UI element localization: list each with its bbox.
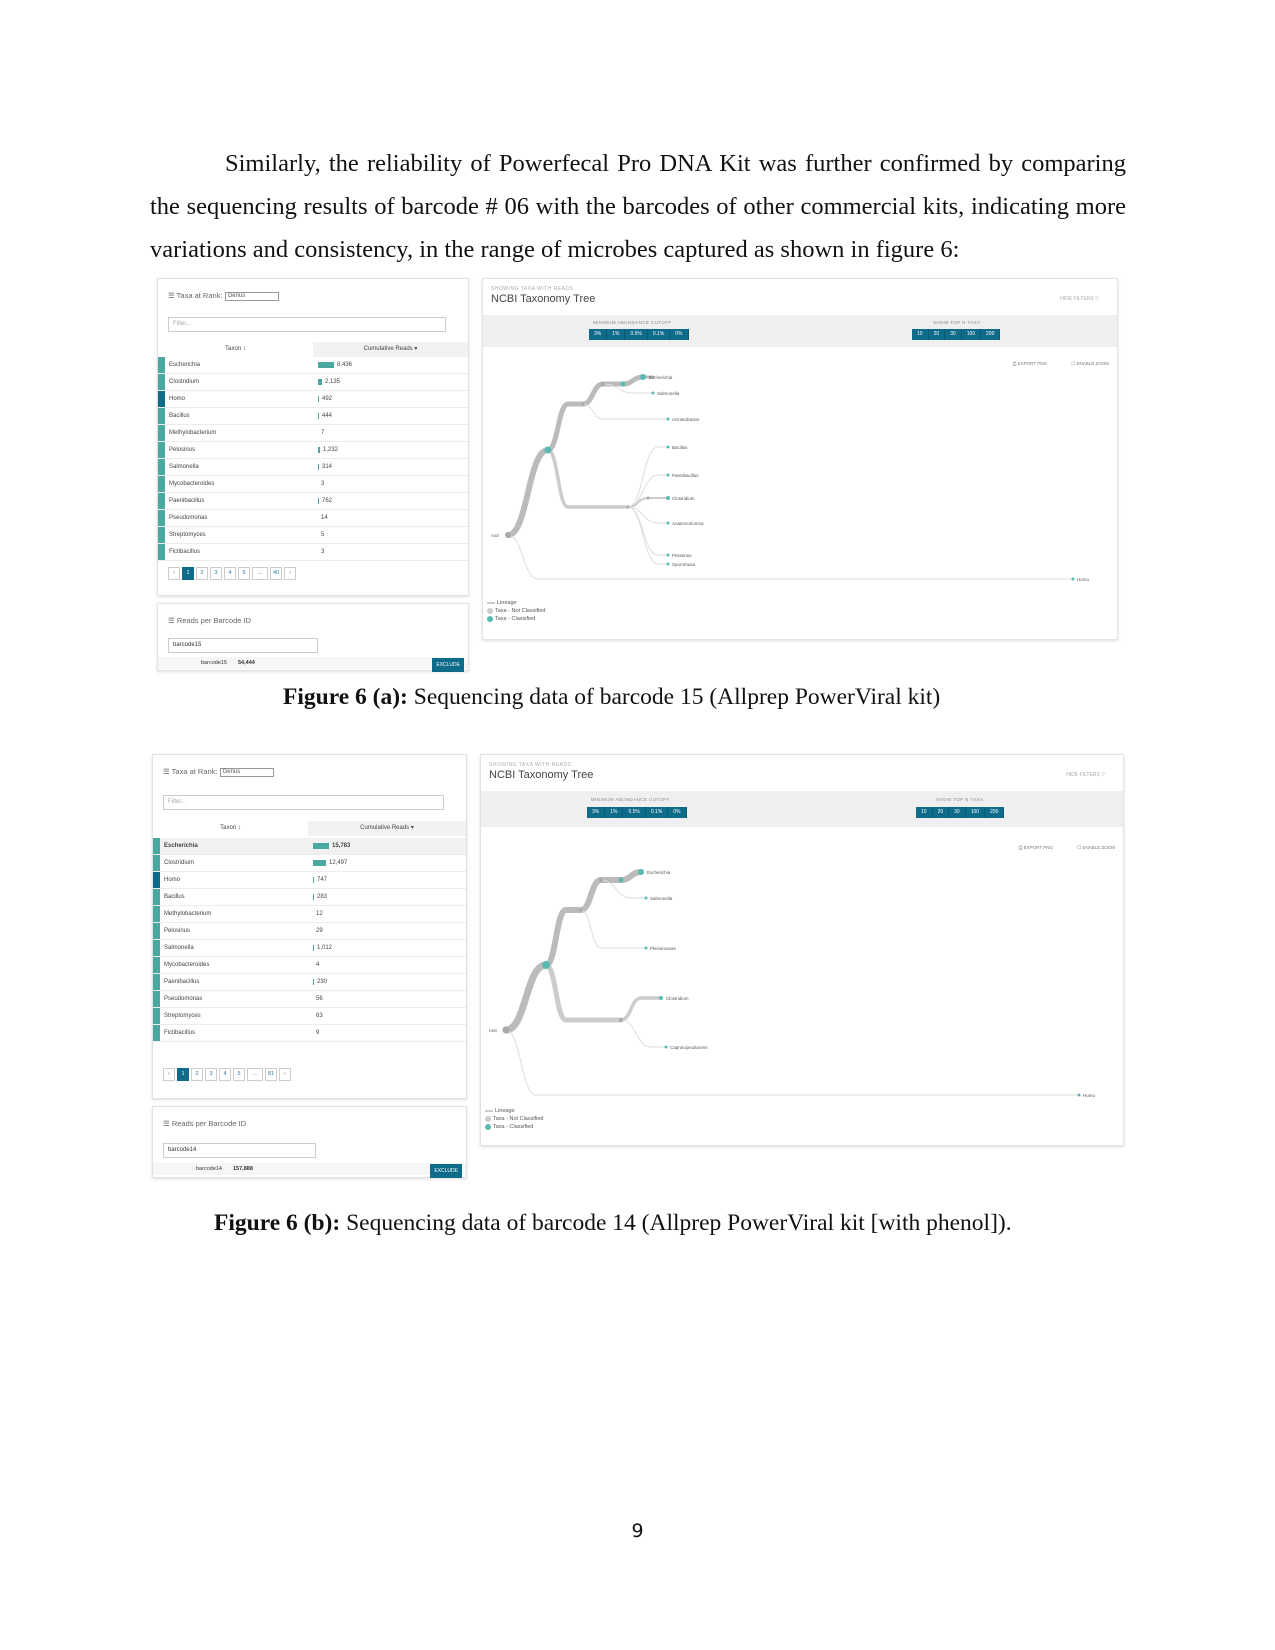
row-color-stripe <box>158 544 165 560</box>
cutoff-button[interactable]: 0.5% <box>623 807 645 818</box>
table-row[interactable] <box>153 872 466 889</box>
row-color-stripe <box>158 459 165 475</box>
taxonomy-tree-svg <box>481 755 1123 1145</box>
page-button[interactable]: ‹ <box>163 1068 175 1081</box>
row-color-stripe <box>158 408 165 424</box>
tree-leaf-label: Bacillus <box>672 445 688 450</box>
reads-bar <box>318 498 319 504</box>
reads-value: 12,497 <box>329 860 348 866</box>
taxon-name: Clostridium <box>169 379 200 385</box>
page-button[interactable]: 1 <box>182 567 194 580</box>
tree-leaf-label: Clostridium <box>672 496 695 501</box>
tree-leaf-label: Homo <box>1083 1093 1096 1098</box>
table-row[interactable] <box>153 1008 466 1025</box>
tree-title: NCBI Taxonomy Tree <box>489 769 594 781</box>
tree-leaf-label: Paenibacillus <box>672 473 699 478</box>
topn-button[interactable]: 30 <box>945 329 962 340</box>
cutoff-button[interactable]: 3% <box>589 329 607 340</box>
reads-value: 3 <box>321 549 325 555</box>
reads-bar <box>318 362 334 368</box>
reads-value: 314 <box>322 464 333 470</box>
rank-select[interactable]: Genus <box>220 768 274 777</box>
export-png-button[interactable]: ⎙ EXPORT PNG <box>1018 845 1053 850</box>
table-row[interactable] <box>153 957 466 974</box>
reads-bar <box>318 396 319 402</box>
taxonomy-tree-panel-b <box>480 754 1124 1146</box>
tree-root-label: root <box>489 1028 497 1033</box>
table-row[interactable] <box>153 940 466 957</box>
tree-leaf-label: Caproiciproducens <box>670 1045 708 1050</box>
filter-icon: ▽ <box>1101 772 1105 778</box>
row-color-stripe <box>158 476 165 492</box>
tree-leaf-label: Escherichia <box>647 870 671 875</box>
barcode-row <box>158 657 468 669</box>
table-row[interactable] <box>158 459 468 476</box>
table-row[interactable] <box>158 510 468 527</box>
topn-button[interactable]: 30 <box>949 807 966 818</box>
page-button[interactable]: 4 <box>219 1068 231 1081</box>
page-button[interactable]: 3 <box>205 1068 217 1081</box>
taxon-name: Homo <box>169 396 186 402</box>
tree-leaf-label: Salmonella <box>650 896 673 901</box>
taxon-name: Fictibacillus <box>169 549 201 555</box>
barcode-reads: 157,888 <box>233 1166 253 1172</box>
barcode-row <box>153 1163 466 1175</box>
row-color-stripe <box>153 906 160 922</box>
table-row[interactable] <box>158 544 468 561</box>
reads-bar <box>313 860 326 866</box>
tree-subtitle: SHOWING TAXA WITH READS <box>489 762 572 768</box>
rank-select[interactable]: Genus <box>225 292 279 301</box>
row-color-stripe <box>158 391 165 407</box>
row-color-stripe <box>153 855 160 871</box>
taxon-name: Escherichia <box>164 843 198 849</box>
reads-value: 762 <box>322 498 333 504</box>
row-color-stripe <box>153 957 160 973</box>
barcode-input[interactable]: barcode15 <box>168 638 318 653</box>
table-row[interactable] <box>153 1025 466 1042</box>
tree-subtitle: SHOWING TAXA WITH READS <box>491 286 574 292</box>
page-button[interactable]: 5 <box>233 1068 245 1081</box>
taxa-rank-header: ☰ Taxa at Rank: Genus <box>163 767 274 777</box>
row-color-stripe <box>158 527 165 543</box>
table-row[interactable] <box>153 923 466 940</box>
taxon-name: Bacillus <box>164 894 185 900</box>
figure-caption-a: Figure 6 (a): Sequencing data of barcode 15 (Allprep PowerViral kit) <box>283 684 941 710</box>
table-row[interactable] <box>153 906 466 923</box>
page-button[interactable]: › <box>284 567 296 580</box>
cutoff-button[interactable]: 0.5% <box>625 329 647 340</box>
page-button[interactable]: 2 <box>196 567 208 580</box>
barcode-panel-title: ☰ Reads per Barcode ID <box>168 616 252 625</box>
row-color-stripe <box>153 923 160 939</box>
page-button[interactable]: 4 <box>224 567 236 580</box>
reads-value: 63 <box>316 1013 323 1019</box>
topn-button[interactable]: 10 <box>912 329 929 340</box>
topn-button[interactable]: 20 <box>933 807 950 818</box>
taxon-name: Fictibacillus <box>164 1030 196 1036</box>
row-color-stripe <box>158 442 165 458</box>
tree-leaf-label: Anaerocolumna <box>672 521 704 526</box>
cutoff-label: MINIMUM ABUNDANCE CUTOFF <box>591 797 670 802</box>
page-button[interactable]: 2 <box>191 1068 203 1081</box>
reads-bar <box>318 413 319 419</box>
page-button[interactable]: 5 <box>238 567 250 580</box>
reads-value: 3 <box>321 481 325 487</box>
page-button[interactable]: ‹ <box>168 567 180 580</box>
tree-legend: Lineage Taxa - Not Classified Taxa - Classified <box>487 599 545 623</box>
table-row[interactable] <box>158 442 468 459</box>
topn-button[interactable]: 100 <box>966 807 985 818</box>
pagination <box>168 567 296 578</box>
row-color-stripe <box>153 974 160 990</box>
row-color-stripe <box>153 838 160 854</box>
export-png-button[interactable]: ⎙ EXPORT PNG <box>1012 361 1047 366</box>
reads-value: 9 <box>316 1030 320 1036</box>
reads-bar <box>313 877 314 883</box>
row-color-stripe <box>153 872 160 888</box>
reads-bar <box>318 447 320 453</box>
hide-filters-button[interactable]: HIDE FILTERS ▽ <box>1060 296 1099 302</box>
page-number: 9 <box>631 1520 644 1542</box>
page-button[interactable]: › <box>279 1068 291 1081</box>
topn-button[interactable]: 10 <box>916 807 933 818</box>
reads-bar <box>313 843 329 849</box>
filter-input[interactable]: Filter... <box>168 317 446 332</box>
tree-leaf-label: Clostridium <box>666 996 689 1001</box>
table-row[interactable] <box>153 889 466 906</box>
topn-button[interactable]: 200 <box>985 807 1004 818</box>
exclude-button[interactable]: EXCLUDE <box>432 658 464 672</box>
table-row[interactable] <box>158 357 468 374</box>
taxon-name: Salmonella <box>164 945 194 951</box>
cutoff-label: MINIMUM ABUNDANCE CUTOFF <box>593 320 672 325</box>
page-button[interactable]: ... <box>247 1068 263 1081</box>
reads-value: 492 <box>322 396 333 402</box>
enable-zoom-toggle[interactable]: ☐ ENABLE ZOOM <box>1071 361 1109 366</box>
page-button[interactable]: 3 <box>210 567 222 580</box>
barcode-reads: 54,444 <box>238 660 255 666</box>
col-reads[interactable]: Cumulative Reads ▾ <box>313 342 468 357</box>
barcode-id: barcode14 <box>196 1166 222 1172</box>
taxon-name: Paenibacillus <box>164 979 200 985</box>
col-taxon[interactable]: Taxon ↕ <box>220 825 241 831</box>
reads-bar <box>318 379 322 385</box>
taxon-name: Paenibacillus <box>169 498 205 504</box>
cutoff-button[interactable]: 0% <box>670 329 688 340</box>
table-row[interactable] <box>153 838 466 855</box>
reads-value: 14 <box>321 515 328 521</box>
row-color-stripe <box>158 374 165 390</box>
reads-value: 283 <box>317 894 328 900</box>
topn-button[interactable]: 100 <box>962 329 981 340</box>
taxon-name: Salmonella <box>169 464 199 470</box>
tree-title: NCBI Taxonomy Tree <box>491 293 596 305</box>
taxon-name: Homo <box>164 877 181 883</box>
cutoff-button[interactable]: 0.1% <box>646 807 668 818</box>
reads-value: 230 <box>317 979 328 985</box>
reads-value: 56 <box>316 996 323 1002</box>
filter-input[interactable]: Filter... <box>163 795 444 810</box>
cutoff-button[interactable]: 1% <box>605 807 623 818</box>
table-row[interactable] <box>153 974 466 991</box>
figure-caption-b: Figure 6 (b): Sequencing data of barcode 14 (Allprep PowerViral kit [with phenol]). <box>214 1210 1012 1236</box>
taxon-name: Streptomyces <box>164 1013 201 1019</box>
reads-value: 29 <box>316 928 323 934</box>
taxa-table-panel-a <box>157 278 469 596</box>
taxon-name: Pseudomonas <box>169 515 208 521</box>
tree-leaf-label: Sporomusa <box>672 562 696 567</box>
reads-value: 1,012 <box>317 945 333 951</box>
reads-value: 5 <box>321 532 325 538</box>
taxon-name: Mycobacteroides <box>169 481 215 487</box>
tree-leaf-label: Plesiomonas <box>650 946 676 951</box>
tree-leaf-label: Salmonella <box>657 391 680 396</box>
tree-root-label: root <box>491 533 499 538</box>
tree-leaf-label: Acinetobacter <box>672 417 700 422</box>
page-button[interactable]: 81 <box>265 1068 277 1081</box>
barcode-panel-a <box>157 603 469 671</box>
row-color-stripe <box>153 1008 160 1024</box>
tree-legend: Lineage Taxa - Not Classified Taxa - Classified <box>485 1107 543 1131</box>
reads-value: 15,783 <box>332 843 351 849</box>
reads-value: 8,436 <box>337 362 353 368</box>
topn-label: SHOW TOP N TAXA <box>936 797 984 802</box>
row-color-stripe <box>153 1025 160 1041</box>
tree-leaf-label: Homo <box>1077 577 1090 582</box>
page-button[interactable]: 40 <box>270 567 282 580</box>
reads-bar <box>313 945 314 951</box>
page-button[interactable]: 1 <box>177 1068 189 1081</box>
row-color-stripe <box>158 425 165 441</box>
barcode-panel-b <box>152 1106 467 1178</box>
table-row[interactable] <box>158 391 468 408</box>
table-row[interactable] <box>158 374 468 391</box>
col-taxon[interactable]: Taxon ↕ <box>225 346 246 352</box>
page-button[interactable]: ... <box>252 567 268 580</box>
reads-value: 747 <box>317 877 328 883</box>
row-color-stripe <box>158 493 165 509</box>
col-reads[interactable]: Cumulative Reads ▾ <box>308 821 466 836</box>
taxon-name: Escherichia <box>169 362 201 368</box>
taxa-rank-header: ☰ Taxa at Rank: Genus <box>168 291 279 301</box>
taxon-name: Pelosinus <box>164 928 191 934</box>
tree-leaf-label: Escherichia <box>649 375 673 380</box>
taxon-name: Pseudomonas <box>164 996 203 1002</box>
cutoff-button[interactable]: 0.1% <box>648 329 670 340</box>
cutoff-button[interactable]: 3% <box>587 807 605 818</box>
row-color-stripe <box>153 991 160 1007</box>
table-row[interactable] <box>158 425 468 442</box>
reads-bar <box>318 464 319 470</box>
exclude-button[interactable]: EXCLUDE <box>430 1164 462 1178</box>
table-header <box>153 821 466 836</box>
table-row[interactable] <box>153 855 466 872</box>
taxon-name: Pelosinus <box>169 447 196 453</box>
taxon-name: Methylobacterium <box>164 911 212 917</box>
reads-value: 1,232 <box>323 447 339 453</box>
reads-value: 4 <box>316 962 320 968</box>
topn-label: SHOW TOP N TAXA <box>933 320 981 325</box>
taxon-name: Clostridium <box>164 860 195 866</box>
topn-button[interactable]: 20 <box>929 329 946 340</box>
reads-value: 7 <box>321 430 325 436</box>
table-header <box>158 342 468 357</box>
cutoff-button[interactable]: 0% <box>668 807 686 818</box>
table-row[interactable] <box>158 476 468 493</box>
body-paragraph: Similarly, the reliability of Powerfecal Pro DNA Kit was further confirmed by comparing the sequencing results of barcode # 06 with the barcodes of other commercial kits, indicating more variations and consistency, in the range of microbes captured as shown in figure 6: <box>150 150 1126 263</box>
cutoff-button[interactable]: 1% <box>607 329 625 340</box>
table-row[interactable] <box>153 991 466 1008</box>
barcode-id: barcode15 <box>201 660 227 666</box>
enable-zoom-toggle[interactable]: ☐ ENABLE ZOOM <box>1077 845 1115 850</box>
taxon-name: Mycobacteroides <box>164 962 210 968</box>
topn-button[interactable]: 200 <box>981 329 1000 340</box>
barcode-input[interactable]: barcode14 <box>163 1143 316 1158</box>
table-row[interactable] <box>158 527 468 544</box>
taxon-name: Bacillus <box>169 413 190 419</box>
row-color-stripe <box>153 940 160 956</box>
reads-value: 444 <box>322 413 333 419</box>
reads-value: 12 <box>316 911 323 917</box>
filter-icon: ▽ <box>1095 296 1099 302</box>
row-color-stripe <box>158 357 165 373</box>
reads-bar <box>313 979 314 985</box>
taxonomy-tree-svg <box>483 279 1117 639</box>
table-row[interactable] <box>158 408 468 425</box>
tree-leaf-label: Pelosinus <box>672 553 692 558</box>
taxa-table-panel-b <box>152 754 467 1099</box>
taxon-name: Streptomyces <box>169 532 206 538</box>
reads-value: 2,135 <box>325 379 341 385</box>
table-row[interactable] <box>158 493 468 510</box>
row-color-stripe <box>158 510 165 526</box>
reads-bar <box>313 894 314 900</box>
pagination <box>163 1068 291 1079</box>
row-color-stripe <box>153 889 160 905</box>
taxon-name: Methylobacterium <box>169 430 217 436</box>
taxonomy-tree-panel-a <box>482 278 1118 640</box>
barcode-panel-title: ☰ Reads per Barcode ID <box>163 1119 247 1128</box>
hide-filters-button[interactable]: HIDE FILTERS ▽ <box>1066 772 1105 778</box>
